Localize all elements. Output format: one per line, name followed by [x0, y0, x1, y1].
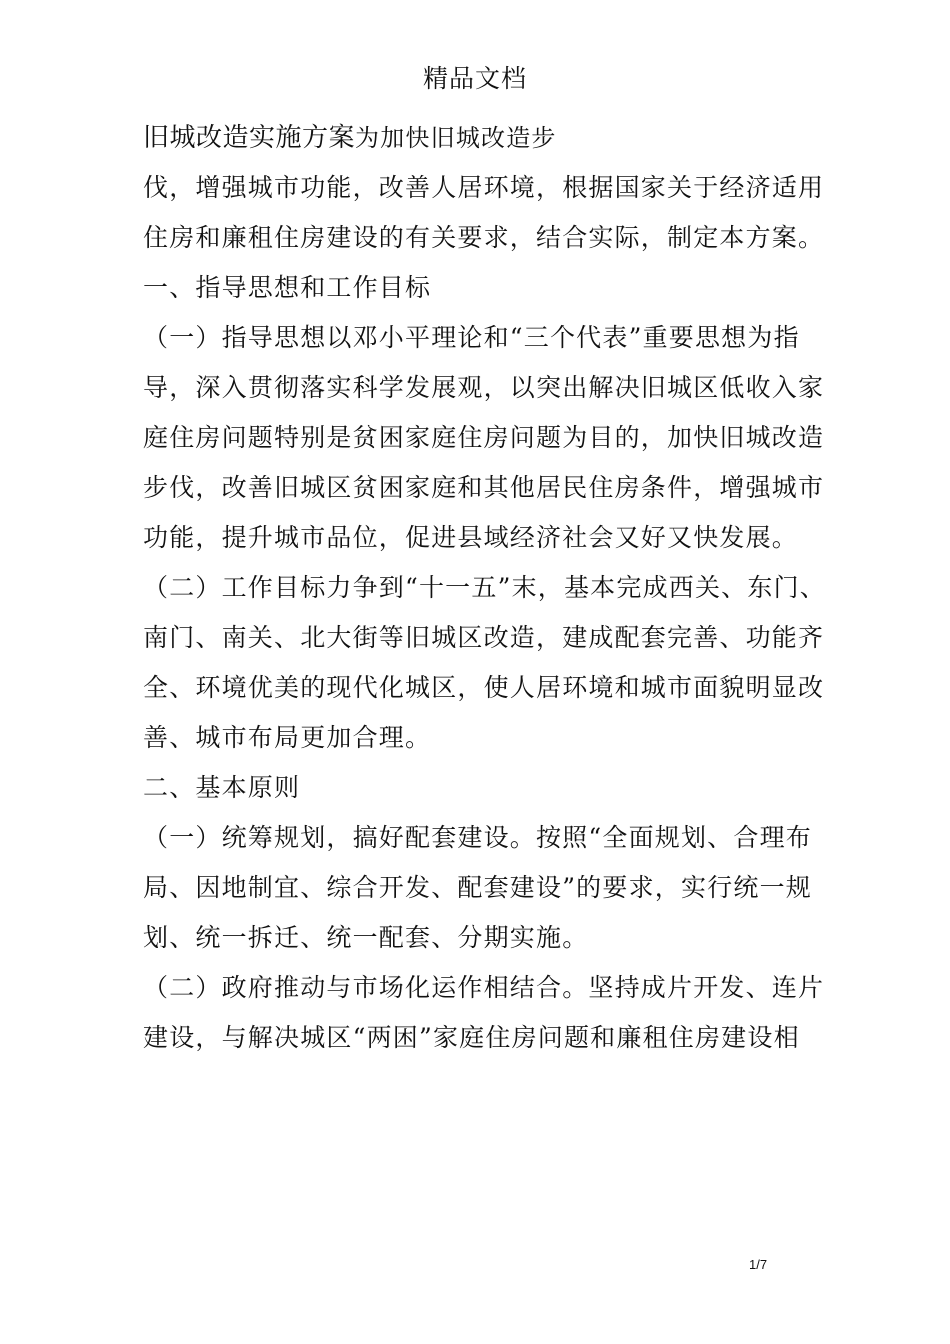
section-heading-1: 一、指导思想和工作目标	[143, 273, 432, 302]
paragraph-principle-2: （二）政府推动与市场化运作相结合。坚持成片开发、连片建设，与解决城区“两困”家庭住房问题和廉租住房建设相	[143, 973, 825, 1052]
section-heading-2: 二、基本原则	[143, 773, 301, 802]
paragraph-intro: 伐，增强城市功能，改善人居环境，根据国家关于经济适用住房和廉租住房建设的有关要求，结合实际，制定本方案。	[143, 173, 825, 252]
document-body	[143, 113, 843, 1063]
document-title: 旧城改造实施方案	[143, 123, 356, 153]
paragraph-work-goal: （二）工作目标力争到“十一五”末，基本完成西关、东门、南门、南关、北大街等旧城区改造，建成配套完善、功能齐全、环境优美的现代化城区，使人居环境和城市面貌明显改善、城市布局更加合理。	[143, 573, 826, 752]
page-number: 1/7	[749, 1257, 768, 1272]
title-tail-text: 为加快旧城改造步	[355, 124, 557, 152]
paragraph-principle-1: （一）统筹规划，搞好配套建设。按照“全面规划、合理布局、因地制宜、综合开发、配套建设”的要求，实行统一规划、统一拆迁、统一配套、分期实施。	[143, 823, 812, 952]
paragraph-guiding-thought: （一）指导思想以邓小平理论和“三个代表”重要思想为指导，深入贯彻落实科学发展观，以突出解决旧城区低收入家庭住房问题特别是贫困家庭住房问题为目的，加快旧城改造步伐，改善旧城区贫困家庭和其他居民住房条件，增强城市功能，提升城市品位，促进县域经济社会又好又快发展。	[143, 323, 825, 552]
title-line	[143, 113, 843, 163]
document-header: 精品文档	[422, 64, 527, 93]
